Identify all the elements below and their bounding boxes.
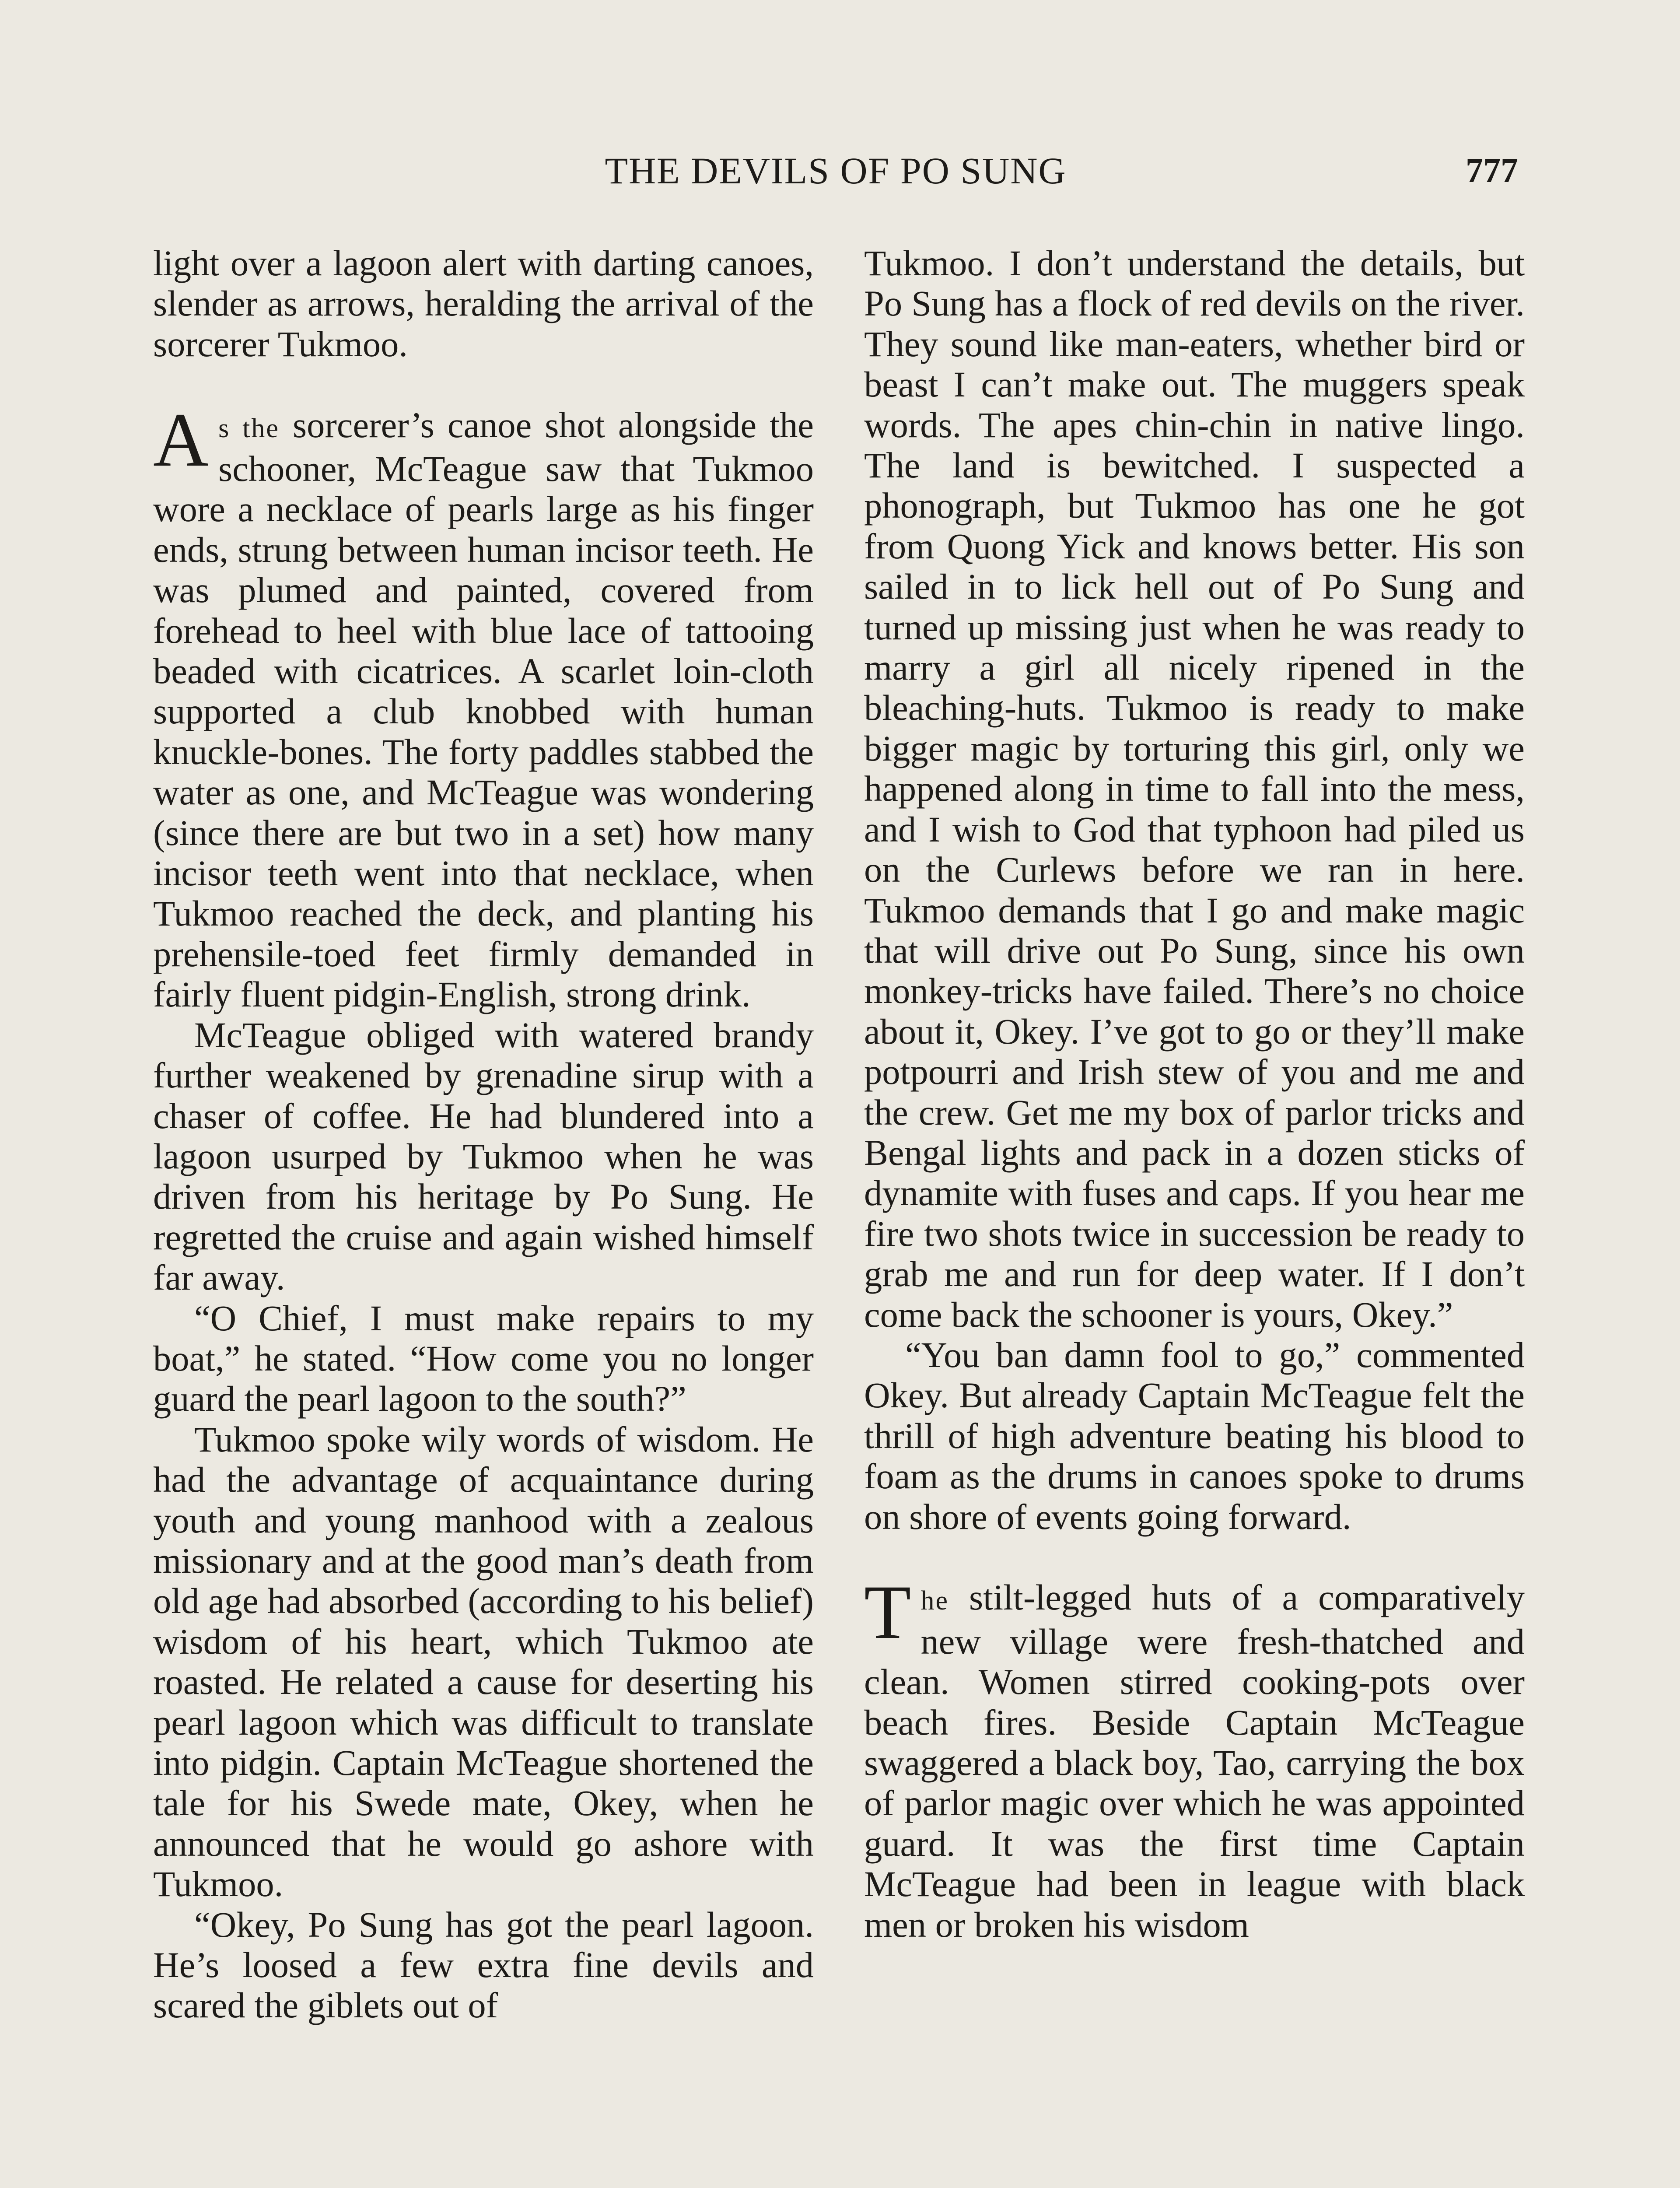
- paragraph: “O Chief, I must make repairs to my boat,” he stated. “How come you no longer guard the pearl lagoon to the south?”: [153, 1297, 814, 1419]
- section-opening-paragraph: [153, 397, 814, 1015]
- paragraph: light over a lagoon alert with darting canoes, slender as arrows, heralding the arrival of the sorcerer Tukmoo.: [153, 243, 814, 364]
- right-column: [864, 243, 1525, 1945]
- section-opening-paragraph: [864, 1570, 1525, 1945]
- small-caps-lead: s the: [218, 413, 280, 443]
- paragraph: “Okey, Po Sung has got the pearl lagoon. He’s loosed a few extra fine devils and scared the giblets out of: [153, 1904, 814, 2026]
- running-title: THE DEVILS OF PO SUNG: [605, 150, 1067, 192]
- page-header: [153, 144, 1518, 197]
- left-column: [153, 243, 814, 2026]
- paragraph-text: stilt-legged huts of a comparatively new village were fresh-thatched and clean. Women stirred cooking-pots over beach fires. Beside Captain McTeague swaggered a black boy, Tao, carrying the box of parlor magic over which he was appointed guard. It was the first time Captain McTeague had been in league with black men or broken his wisdom: [864, 1577, 1525, 1945]
- paragraph: “You ban damn fool to go,” commented Okey. But already Captain McTeague felt the thrill of high adventure beating his blood to foam as the drums in canoes spoke to drums on shore of events going forward.: [864, 1334, 1525, 1537]
- drop-cap: T: [864, 1570, 911, 1655]
- paragraph-text: sorcerer’s canoe shot alongside the schooner, McTeague saw that Tukmoo wore a necklace of pearls large as his finger ends, strung between human incisor teeth. He was plumed and painted, covered from forehead to heel with blue lace of tattooing beaded with cicatrices. A scarlet loin-cloth supported a club knobbed with human knuckle-bones. The forty paddles stabbed the water as one, and McTeague was wondering (since there are but two in a set) how many incisor teeth went into that necklace, when Tukmoo reached the deck, and planting his prehensile-toed feet firmly demanded in fairly fluent pidgin-English, strong drink.: [153, 404, 814, 1015]
- paragraph: Tukmoo. I don’t understand the details, but Po Sung has a flock of red devils on the river. They sound like man-eaters, whether bird or beast I can’t make out. The muggers speak words. The apes chin-chin in native lingo. The land is bewitched. I suspected a phonograph, but Tukmoo has one he got from Quong Yick and knows better. His son sailed in to lick hell out of Po Sung and turned up missing just when he was ready to marry a girl all nicely ripened in the bleaching-huts. Tukmoo is ready to make bigger magic by torturing this girl, only we happened along in time to fall into the mess, and I wish to God that typhoon had piled us on the Curlews before we ran in here. Tukmoo demands that I go and make magic that will drive out Po Sung, since his own monkey-tricks have failed. There’s no choice about it, Okey. I’ve got to go or they’ll make potpourri and Irish stew of you and me and the crew. Get me my box of parlor tricks and Bengal lights and pack in a dozen sticks of dynamite with fuses and caps. If you hear me fire two shots twice in succession be ready to grab me and run for deep water. If I don’t come back the schooner is yours, Okey.”: [864, 243, 1525, 1335]
- drop-cap: A: [153, 397, 209, 483]
- paragraph: McTeague obliged with watered brandy further weakened by grenadine sirup with a chaser of coffee. He had blundered into a lagoon usurped by Tukmoo when he was driven from his heritage by Po Sung. He regretted the cruise and again wished himself far away.: [153, 1014, 814, 1298]
- page-number: 777: [1466, 151, 1518, 190]
- paragraph: Tukmoo spoke wily words of wisdom. He had the advantage of acquaintance during youth and young manhood with a zealous missionary and at the good man’s death from old age had absorbed (according to his belief) wisdom of his heart, which Tukmoo ate roasted. He related a cause for deserting his pearl lagoon which was difficult to translate into pidgin. Captain McTeague shortened the tale for his Swede mate, Okey, when he announced that he would go ashore with Tukmoo.: [153, 1419, 814, 1904]
- small-caps-lead: he: [920, 1586, 949, 1616]
